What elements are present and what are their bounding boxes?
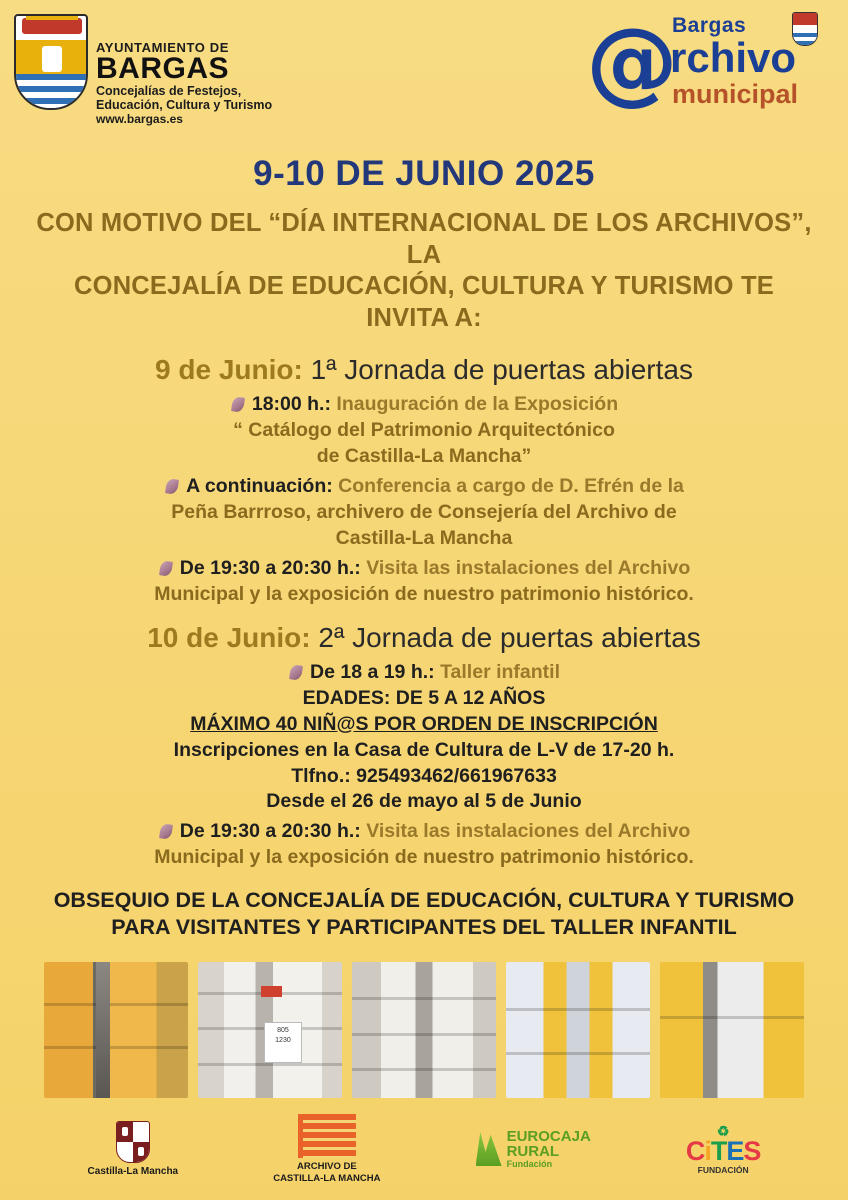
intro-text bbox=[34, 208, 814, 334]
castilla-la-mancha-shield-icon bbox=[116, 1121, 150, 1163]
day1-title: 1ª Jornada de puertas abiertas bbox=[310, 354, 693, 386]
quill-icon bbox=[158, 823, 175, 840]
day2-visit-text: Visita las instalaciones del Archivo bbox=[366, 820, 691, 843]
cites-letter-3: T bbox=[710, 1135, 727, 1166]
poster-header bbox=[0, 0, 848, 148]
photo-archivo-compactus bbox=[44, 962, 188, 1098]
day1-item-2-text: Conferencia a cargo de D. Efrén de la bbox=[338, 475, 684, 498]
day2-workshop-period: Desde el 26 de mayo al 5 de Junio bbox=[266, 790, 582, 813]
photo-estanteria-cajas bbox=[198, 962, 342, 1098]
day2-workshop-time: De 18 a 19 h.: bbox=[310, 660, 435, 683]
photo-pasillo-amarillo bbox=[506, 962, 650, 1098]
day1-item-2 bbox=[0, 474, 848, 500]
cites-letter-1: C bbox=[685, 1135, 705, 1166]
box-label-top: 805 bbox=[277, 1026, 289, 1034]
municipal-word: municipal bbox=[672, 79, 799, 109]
closing-line-2: PARA VISITANTES Y PARTICIPANTES DEL TALLER INFANTIL bbox=[111, 915, 737, 940]
logo-eurocaja-rural bbox=[476, 1129, 591, 1170]
ayuntamiento-label: AYUNTAMIENTO DE bbox=[96, 40, 229, 55]
ayuntamiento-logo bbox=[14, 14, 272, 126]
cites-letter-5: S bbox=[743, 1135, 761, 1166]
day2-workshop bbox=[0, 660, 848, 686]
logo-fundacion-cites bbox=[686, 1124, 761, 1175]
photo-pasillo-archivo bbox=[352, 962, 496, 1098]
archivo-clm-line-2: CASTILLA-LA MANCHA bbox=[273, 1172, 381, 1184]
day1-item-3 bbox=[0, 556, 848, 582]
day2-label: 10 de Junio: bbox=[147, 621, 311, 653]
day2-visit-extra-1: Municipal y la exposición de nuestro patrimonio histórico. bbox=[154, 846, 694, 869]
intro-line-2: CONCEJALÍA DE EDUCACIÓN, CULTURA Y TURISMO TE INVITA A: bbox=[74, 272, 774, 332]
recycle-icon: ♻ bbox=[716, 1122, 730, 1139]
quill-icon bbox=[230, 396, 247, 413]
logo-castilla-la-mancha bbox=[88, 1121, 179, 1177]
quill-icon bbox=[158, 560, 175, 577]
day2-heading bbox=[0, 622, 848, 654]
box-label bbox=[264, 1022, 301, 1063]
cites-wordmark bbox=[685, 1135, 761, 1166]
day1-heading bbox=[0, 354, 848, 386]
at-sign-icon: @ bbox=[586, 8, 678, 115]
ayuntamiento-website: www.bargas.es bbox=[96, 111, 183, 126]
day1-item-1-text: Inauguración de la Exposición bbox=[336, 393, 619, 416]
day1-item-3-text: Visita las instalaciones del Archivo bbox=[366, 556, 691, 579]
day1-item-1-time: 18:00 h.: bbox=[251, 393, 331, 416]
day1-label: 9 de Junio: bbox=[155, 354, 303, 386]
day2-workshop-text: Taller infantil bbox=[440, 660, 560, 683]
day1-item-1-extra-1: “ Catálogo del Patrimonio Arquitectónico bbox=[233, 419, 615, 442]
day2-workshop-signup: Inscripciones en la Casa de Cultura de L-V de 17-20 h. bbox=[173, 738, 675, 761]
box-label-bottom: 1230 bbox=[275, 1037, 291, 1045]
intro-line-1: CON MOTIVO DEL “DÍA INTERNACIONAL DE LOS ARCHIVOS”, LA bbox=[36, 209, 812, 269]
event-date-title: 9-10 DE JUNIO 2025 bbox=[253, 154, 595, 193]
quill-icon bbox=[288, 664, 305, 681]
logo-archivo-castilla-la-mancha bbox=[273, 1114, 380, 1184]
castilla-la-mancha-label: Castilla-La Mancha bbox=[87, 1166, 179, 1177]
day1-item-1 bbox=[0, 392, 848, 418]
eurocaja-line-3: Fundación bbox=[506, 1159, 553, 1170]
closing-text bbox=[44, 887, 804, 941]
cites-letter-2: i bbox=[704, 1135, 711, 1166]
day2-workshop-phone: Tlfno.: 925493462/661967633 bbox=[291, 764, 557, 787]
cites-subtitle: FUNDACIÓN bbox=[697, 1164, 749, 1175]
archivo-municipal-logo bbox=[586, 8, 826, 120]
archivo-clm-icon bbox=[298, 1114, 356, 1158]
photo-armarios-amarillos bbox=[660, 962, 804, 1098]
quill-icon bbox=[164, 478, 181, 495]
ayuntamiento-name: BARGAS bbox=[96, 52, 230, 85]
day2-workshop-max: MÁXIMO 40 NIÑ@S POR ORDEN DE INSCRIPCIÓN bbox=[190, 712, 658, 735]
day2-title: 2ª Jornada de puertas abiertas bbox=[318, 621, 701, 653]
day2-items bbox=[0, 660, 848, 871]
archivo-word: rchivo bbox=[670, 34, 797, 81]
eurocaja-mark-icon bbox=[476, 1132, 502, 1166]
footer-logos bbox=[0, 1108, 848, 1190]
day2-workshop-ages: EDADES: DE 5 A 12 AÑOS bbox=[302, 686, 546, 709]
archivo-bargas-label: Bargas bbox=[672, 14, 747, 37]
day1-item-2-extra-2: Castilla-La Mancha bbox=[335, 527, 513, 550]
closing-line-1: OBSEQUIO DE LA CONCEJALÍA DE EDUCACIÓN, CULTURA Y TURISMO bbox=[53, 888, 795, 913]
day1-item-3-extra-1: Municipal y la exposición de nuestro patrimonio histórico. bbox=[154, 582, 694, 605]
day2-visit-time: De 19:30 a 20:30 h.: bbox=[179, 820, 361, 843]
eurocaja-line-1: EUROCAJA bbox=[506, 1127, 591, 1145]
photo-strip bbox=[44, 962, 804, 1098]
eurocaja-line-2: RURAL bbox=[506, 1142, 560, 1160]
concejalias-line-2: Educación, Cultura y Turismo bbox=[96, 97, 273, 112]
day2-visit bbox=[0, 819, 848, 845]
archivo-clm-line-1: ARCHIVO DE bbox=[297, 1161, 357, 1173]
bargas-coat-of-arms-icon bbox=[14, 14, 88, 110]
day1-item-2-time: A continuación: bbox=[186, 475, 333, 498]
concejalias-line-1: Concejalías de Festejos, bbox=[96, 83, 242, 98]
day1-item-2-extra-1: Peña Barrroso, archivero de Consejería del Archivo de bbox=[171, 501, 677, 524]
day1-item-1-extra-2: de Castilla-La Mancha” bbox=[316, 445, 532, 468]
cites-letter-4: E bbox=[726, 1135, 744, 1166]
day1-items bbox=[0, 392, 848, 607]
day1-item-3-time: De 19:30 a 20:30 h.: bbox=[179, 556, 361, 579]
